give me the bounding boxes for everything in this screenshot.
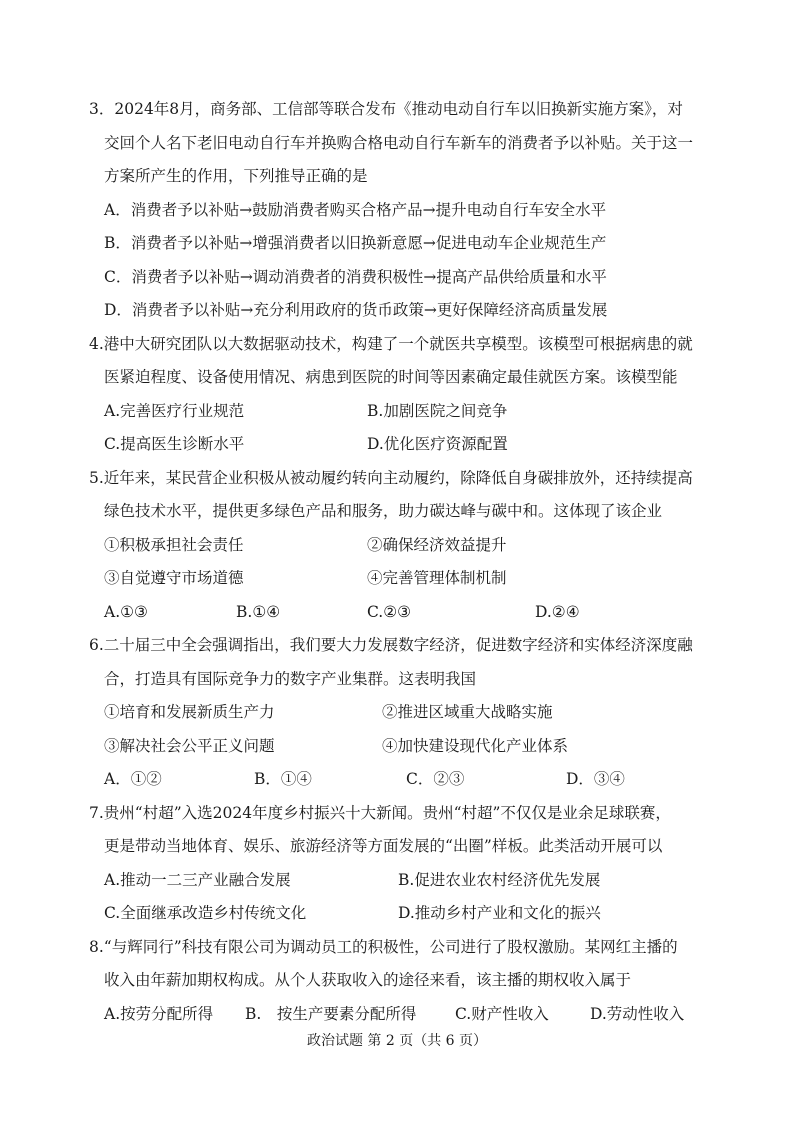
q3-option-d: D．消费者予以补贴→充分利用政府的货币政策→更好保障经济高质量发展 — [104, 301, 608, 319]
q3-stem-line-1: 3．2024年8月，商务部、工信部等联合发布《推动电动自行车以旧换新实施方案》，对 — [89, 100, 683, 118]
q7-options-row-1 — [0, 863, 794, 897]
q8-options-row — [0, 997, 794, 1031]
q5-item-2: ②确保经济效益提升 — [367, 536, 507, 554]
q8-option-c: C.财产性收入 — [455, 1005, 549, 1023]
q4-stem-line-2: 医紧迫程度、设备使用情况、病患到医院的时间等因素确定最佳就医方案。该模型能 — [104, 368, 678, 386]
q7-options-row-2 — [0, 896, 794, 930]
q4-option-a: A.完善医疗行业规范 — [104, 402, 245, 420]
q7-stem-line-2: 更是带动当地体育、娱乐、旅游经济等方面发展的“出圈”样板。此类活动开展可以 — [104, 837, 663, 855]
q3-stem-line-2: 交回个人名下老旧电动自行车并换购合格电动自行车新车的消费者予以补贴。关于这一 — [104, 134, 694, 152]
q8-stem-line-2: 收入由年薪加期权构成。从个人获取收入的途径来看，该主播的期权收入属于 — [104, 971, 632, 989]
q7-option-d: D.推动乡村产业和文化的振兴 — [398, 904, 601, 922]
q3-option-b: B．消费者予以补贴→增强消费者以旧换新意愿→促进电动车企业规范生产 — [104, 234, 607, 252]
q8-option-b: B. 按生产要素分配所得 — [245, 1005, 417, 1023]
q5-item-4: ④完善管理体制机制 — [367, 569, 507, 587]
q6-option-d: D．③④ — [566, 770, 625, 788]
q8-option-d: D.劳动性收入 — [590, 1005, 685, 1023]
q7-option-c: C.全面继承改造乡村传统文化 — [104, 904, 307, 922]
q3-option-c: C．消费者予以补贴→调动消费者的消费积极性→提高产品供给质量和水平 — [104, 268, 607, 286]
q6-option-c: C．②③ — [406, 770, 465, 788]
q6-items-row-1 — [0, 695, 794, 729]
q4-option-b: B.加剧医院之间竞争 — [367, 402, 508, 420]
q7-stem-line-1: 7.贵州“村超”入选2024年度乡村振兴十大新闻。贵州“村超”不仅仅是业余足球联赛， — [89, 804, 671, 822]
q8-stem-line-1: 8.“与辉同行”科技有限公司为调动员工的积极性，公司进行了股权激励。某网红主播的 — [89, 938, 678, 956]
q5-options-row — [0, 595, 794, 629]
q6-options-row — [0, 762, 794, 796]
q4-option-c: C.提高医生诊断水平 — [104, 435, 245, 453]
q6-item-3: ③解决社会公平正义问题 — [104, 737, 275, 755]
q4-option-d: D.优化医疗资源配置 — [367, 435, 508, 453]
q6-stem-line-2: 合，打造具有国际竞争力的数字产业集群。这表明我国 — [104, 670, 477, 688]
q6-items-row-2 — [0, 729, 794, 763]
q3-stem-line-3: 方案所产生的作用，下列推导正确的是 — [104, 167, 368, 185]
q5-stem-line-1: 5.近年来，某民营企业积极从被动履约转向主动履约，除降低自身碳排放外，还持续提高 — [89, 469, 693, 487]
q5-items-row-2 — [0, 561, 794, 595]
q5-option-a: A.①③ — [104, 603, 148, 621]
q6-option-b: B．①④ — [254, 770, 312, 788]
q5-option-d: D.②④ — [535, 603, 580, 621]
q4-options-row-1 — [0, 394, 794, 428]
q5-item-1: ①积极承担社会责任 — [104, 536, 244, 554]
q7-option-b: B.促进农业农村经济优先发展 — [398, 871, 601, 889]
q6-item-4: ④加快建设现代化产业体系 — [382, 737, 569, 755]
q5-item-3: ③自觉遵守市场道德 — [104, 569, 244, 587]
q6-item-1: ①培育和发展新质生产力 — [104, 703, 275, 721]
page-footer: 政治试题 第 2 页（共 6 页） — [306, 1033, 488, 1049]
q6-option-a: A．①② — [104, 770, 162, 788]
q5-items-row-1 — [0, 528, 794, 562]
q7-option-a: A.推动一二三产业融合发展 — [104, 871, 291, 889]
q3-option-a: A．消费者予以补贴→鼓励消费者购买合格产品→提升电动自行车安全水平 — [104, 201, 607, 219]
q6-stem-line-1: 6.二十届三中全会强调指出，我们要大力发展数字经济，促进数字经济和实体经济深度融 — [89, 636, 693, 654]
q5-stem-line-2: 绿色技术水平，提供更多绿色产品和服务，助力碳达峰与碳中和。这体现了该企业 — [104, 502, 663, 520]
q5-option-b: B.①④ — [236, 603, 281, 621]
q4-stem-line-1: 4.港中大研究团队以大数据驱动技术，构建了一个就医共享模型。该模型可根据病患的就 — [89, 335, 693, 353]
q6-item-2: ②推进区域重大战略实施 — [382, 703, 553, 721]
q8-option-a: A.按劳分配所得 — [104, 1005, 214, 1023]
q4-options-row-2 — [0, 427, 794, 461]
q5-option-c: C.②③ — [367, 603, 412, 621]
